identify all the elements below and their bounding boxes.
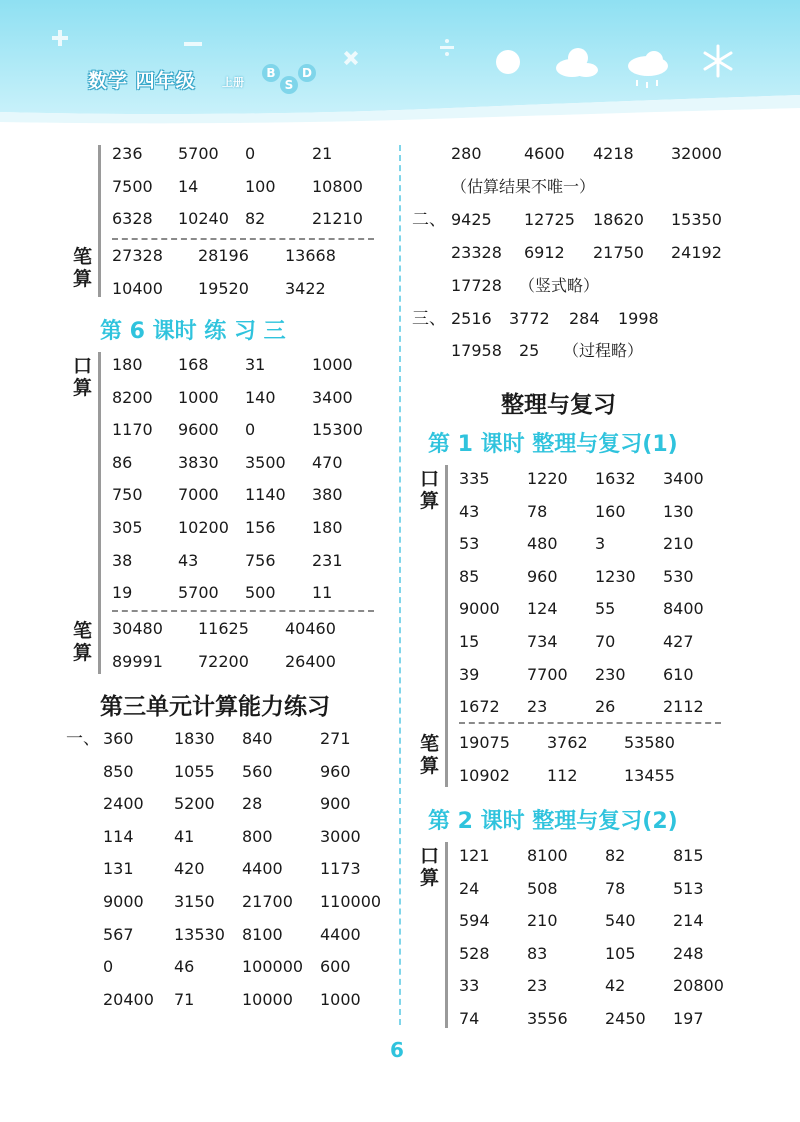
unit3-title: 第三单元计算能力练习 — [100, 694, 330, 720]
answer-value: 5200 — [174, 794, 215, 814]
answer-value: 28196 — [198, 246, 249, 265]
answer-value: 508 — [527, 878, 558, 898]
answer-value: 7500 — [112, 176, 153, 196]
answer-value: 15 — [459, 632, 480, 651]
answer-value: 3 — [595, 534, 606, 554]
answer-value: 1000 — [178, 387, 219, 407]
answer-value: 850 — [103, 761, 134, 781]
answer-value: 750 — [112, 485, 143, 505]
section-separator — [112, 610, 374, 612]
answer-value: 500 — [245, 583, 276, 603]
answer-value: 15300 — [312, 420, 363, 440]
oral-label: 口算 — [73, 355, 93, 399]
lesson1-title: 第 1 课时 整理与复习(1) — [428, 432, 678, 457]
answer-value: 4218 — [593, 144, 634, 163]
oral-label: 口算 — [420, 468, 440, 512]
header-banner — [0, 0, 800, 125]
answer-value: 8400 — [663, 599, 704, 619]
answer-value: 71 — [174, 989, 195, 1009]
answer-value: 13668 — [285, 246, 336, 265]
answer-value: 78 — [605, 878, 626, 898]
answer-value: 480 — [527, 534, 558, 554]
answer-value: 21210 — [312, 209, 363, 229]
answer-value: 21 — [312, 144, 333, 163]
answer-value: 2516 — [451, 309, 492, 328]
answer-value: 1220 — [527, 469, 568, 488]
answer-value: 12725 — [524, 210, 575, 229]
answer-value: 42 — [605, 976, 626, 996]
answer-value: 6328 — [112, 209, 153, 229]
answer-value: 105 — [605, 943, 636, 963]
answer-value: 10400 — [112, 278, 163, 298]
answer-value: 10000 — [242, 989, 293, 1009]
answer-value: 9600 — [178, 420, 219, 440]
answer-value: 197 — [673, 1009, 704, 1028]
answer-value: 960 — [527, 566, 558, 586]
answer-value: 39 — [459, 664, 480, 684]
answer-value: 1170 — [112, 420, 153, 440]
answer-value: 380 — [312, 485, 343, 505]
answer-value: 180 — [112, 355, 143, 374]
answer-value: 82 — [605, 846, 626, 865]
answer-value: 305 — [112, 518, 143, 537]
answer-value: 140 — [245, 387, 276, 407]
answer-value: 110000 — [320, 892, 382, 911]
edition-letter-b: B — [262, 64, 280, 82]
answer-value: 23 — [527, 976, 548, 996]
answer-value: 248 — [673, 943, 704, 963]
answer-value: 32000 — [671, 144, 722, 163]
answer-value: 800 — [242, 826, 273, 846]
lesson6-title: 第 6 课时 练 习 三 — [100, 319, 286, 344]
answer-value: 74 — [459, 1009, 480, 1028]
answer-value: 20800 — [673, 976, 724, 996]
answer-value: 210 — [663, 534, 694, 554]
answer-value: 271 — [320, 729, 351, 748]
answer-value: 4600 — [524, 144, 565, 163]
answer-value: 114 — [103, 826, 134, 846]
answer-value: 1672 — [459, 697, 500, 717]
answer-value: 756 — [245, 550, 276, 570]
answer-bracket — [445, 465, 448, 787]
answer-value: 53580 — [624, 733, 675, 752]
answer-value: 8100 — [242, 924, 283, 944]
section-separator — [459, 722, 721, 724]
answer-value: 89991 — [112, 651, 163, 671]
answer-value: 231 — [312, 550, 343, 570]
part-marker-1: 一、 — [66, 729, 100, 749]
answer-value: 1998 — [618, 309, 659, 328]
answer-bracket — [98, 145, 101, 297]
answer-value: 427 — [663, 632, 694, 651]
answer-value: 1140 — [245, 485, 286, 505]
answer-value: 10200 — [178, 518, 229, 537]
answer-value: 19075 — [459, 733, 510, 752]
edition-letter-s: S — [280, 76, 298, 94]
answer-value: 6912 — [524, 242, 565, 262]
answer-value: 28 — [242, 794, 263, 814]
answer-value: 21700 — [242, 892, 293, 911]
answer-value: 3762 — [547, 733, 588, 752]
answer-value: 30480 — [112, 619, 163, 638]
answer-value: 40460 — [285, 619, 336, 638]
answer-value: 82 — [245, 209, 266, 229]
estimate-note: （估算结果不唯一） — [451, 177, 596, 196]
answer-value: 420 — [174, 859, 205, 879]
answer-value: 23 — [527, 697, 548, 717]
section-separator — [112, 238, 374, 240]
answer-value: 3150 — [174, 892, 215, 911]
answer-value: 78 — [527, 501, 548, 521]
answer-value: 335 — [459, 469, 490, 488]
answer-value: 53 — [459, 534, 480, 554]
answer-value: 610 — [663, 664, 694, 684]
answer-value: 160 — [595, 501, 626, 521]
answer-value: 27328 — [112, 246, 163, 265]
answer-value: 38 — [112, 550, 133, 570]
answer-value: 5700 — [178, 144, 219, 163]
answer-value: 43 — [459, 501, 480, 521]
answer-value: 130 — [663, 501, 694, 521]
answer-value: 3556 — [527, 1009, 568, 1028]
answer-value: 72200 — [198, 651, 249, 671]
answer-value: 7700 — [527, 664, 568, 684]
answer-value: 360 — [103, 729, 134, 748]
answer-value: 2400 — [103, 794, 144, 814]
review-title: 整理与复习 — [501, 392, 616, 418]
answer-value: 19520 — [198, 278, 249, 298]
answer-value: 2112 — [663, 697, 704, 717]
answer-bracket — [445, 842, 448, 1028]
answer-value: 1000 — [320, 989, 361, 1009]
answer-value: 26 — [595, 697, 616, 717]
answer-value: 43 — [178, 550, 199, 570]
answer-value: 19 — [112, 583, 133, 603]
answer-value: 4400 — [242, 859, 283, 879]
answer-value: 23328 — [451, 242, 502, 262]
part-marker-3: 三、 — [412, 309, 446, 329]
oral-label: 口算 — [420, 845, 440, 889]
answer-value: 13530 — [174, 924, 225, 944]
answer-value: 14 — [178, 176, 199, 196]
answer-value: 540 — [605, 911, 636, 931]
answer-value: 83 — [527, 943, 548, 963]
answer-value: 4400 — [320, 924, 361, 944]
answer-value: 112 — [547, 765, 578, 785]
answer-value: 18620 — [593, 210, 644, 229]
answer-value: 11625 — [198, 619, 249, 638]
answer-value: 0 — [103, 957, 114, 977]
answer-value: 2450 — [605, 1009, 646, 1028]
answer-value: 815 — [673, 846, 704, 865]
answer-value: 70 — [595, 632, 616, 651]
answer-value: 9000 — [103, 892, 144, 911]
answer-value: 3500 — [245, 452, 286, 472]
book-title: 数学 四年级 — [88, 70, 196, 92]
answer-value: 17728 — [451, 276, 502, 295]
written-label: 笔算 — [420, 733, 440, 777]
answer-value: 1632 — [595, 469, 636, 488]
answer-value: 13455 — [624, 765, 675, 785]
answer-value: 214 — [673, 911, 704, 931]
written-label: 笔算 — [73, 246, 93, 290]
answer-value: 284 — [569, 309, 600, 328]
answer-value: 17958 — [451, 341, 502, 360]
answer-value: 513 — [673, 878, 704, 898]
answer-value: 156 — [245, 518, 276, 537]
omitted-note: （过程略） — [563, 341, 644, 360]
answer-value: 1230 — [595, 566, 636, 586]
book-volume: 上册 — [222, 76, 244, 89]
answer-value: 124 — [527, 599, 558, 619]
written-label: 笔算 — [73, 620, 93, 664]
answer-value: 8200 — [112, 387, 153, 407]
answer-value: 1055 — [174, 761, 215, 781]
answer-value: 594 — [459, 911, 490, 931]
answer-value: 168 — [178, 355, 209, 374]
answer-value: 31 — [245, 355, 266, 374]
answer-value: 3400 — [663, 469, 704, 488]
answer-value: 567 — [103, 924, 134, 944]
answer-value: 1173 — [320, 859, 361, 879]
answer-value: 121 — [459, 846, 490, 865]
answer-value: 11 — [312, 583, 333, 603]
answer-value: 230 — [595, 664, 626, 684]
answer-value: 10800 — [312, 176, 363, 196]
answer-value: 900 — [320, 794, 351, 814]
part-marker-2: 二、 — [412, 210, 446, 230]
answer-value: 180 — [312, 518, 343, 537]
answer-value: 3772 — [509, 309, 550, 328]
answer-value: 85 — [459, 566, 480, 586]
answer-value: 131 — [103, 859, 134, 879]
lesson2-title: 第 2 课时 整理与复习(2) — [428, 809, 678, 834]
answer-value: 528 — [459, 943, 490, 963]
omitted-note: （竖式略） — [519, 276, 600, 295]
answer-value: 3000 — [320, 826, 361, 846]
answer-value: 0 — [245, 144, 256, 163]
page-number: 6 — [390, 1038, 404, 1062]
edition-letter-d: D — [298, 64, 316, 82]
answer-bracket — [98, 352, 101, 674]
answer-value: 33 — [459, 976, 480, 996]
answer-value: 55 — [595, 599, 616, 619]
answer-value: 840 — [242, 729, 273, 748]
answer-value: 280 — [451, 144, 482, 163]
answer-value: 100 — [245, 176, 276, 196]
answer-value: 3400 — [312, 387, 353, 407]
answer-value: 734 — [527, 632, 558, 651]
answer-value: 15350 — [671, 210, 722, 229]
answer-value: 960 — [320, 761, 351, 781]
answer-value: 0 — [245, 420, 256, 440]
answer-value: 20400 — [103, 989, 154, 1009]
answer-value: 46 — [174, 957, 195, 977]
answer-value: 24192 — [671, 242, 722, 262]
answer-value: 10240 — [178, 209, 229, 229]
answer-value: 5700 — [178, 583, 219, 603]
answer-value: 210 — [527, 911, 558, 931]
answer-value: 236 — [112, 144, 143, 163]
answer-value: 8100 — [527, 846, 568, 865]
answer-value: 7000 — [178, 485, 219, 505]
answer-value: 41 — [174, 826, 195, 846]
answer-value: 1830 — [174, 729, 215, 748]
answer-value: 25 — [519, 341, 540, 360]
answer-value: 600 — [320, 957, 351, 977]
answer-value: 86 — [112, 452, 133, 472]
column-divider — [399, 145, 401, 1025]
answer-value: 21750 — [593, 242, 644, 262]
sun-icon — [496, 50, 520, 74]
answer-value: 26400 — [285, 651, 336, 671]
answer-value: 24 — [459, 878, 480, 898]
answer-value: 470 — [312, 452, 343, 472]
answer-value: 9000 — [459, 599, 500, 619]
answer-value: 10902 — [459, 765, 510, 785]
answer-value: 1000 — [312, 355, 353, 374]
minus-icon — [184, 42, 202, 46]
answer-value: 560 — [242, 761, 273, 781]
answer-value: 9425 — [451, 210, 492, 229]
answer-value: 530 — [663, 566, 694, 586]
answer-value: 100000 — [242, 957, 304, 977]
answer-value: 3422 — [285, 278, 326, 298]
answer-value: 3830 — [178, 452, 219, 472]
